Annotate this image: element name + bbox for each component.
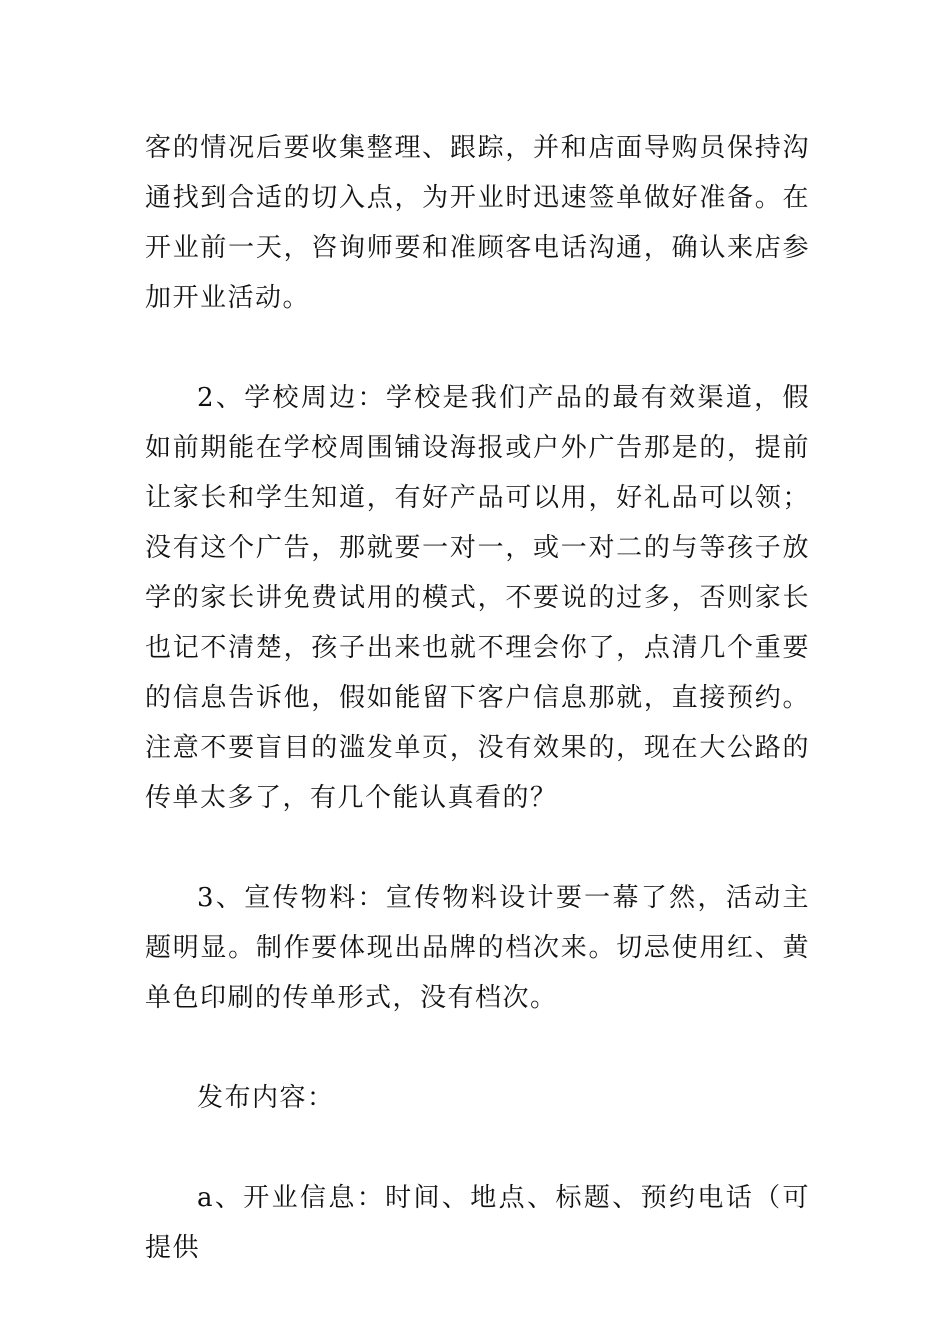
paragraph-publish-content-heading: 发布内容： <box>197 1083 335 1113</box>
paragraph-school-surroundings: 2、学校周边：学校是我们产品的最有效渠道，假如前期能在学校周围铺设海报或户外广告那是的，提前让家长和学生知道，有好产品可以用，好礼品可以领；没有这个广告，那就要一对一，或一对二的与等孩子放学的家长讲免费试用的模式，不要说的过多，否则家长也记不清楚，孩子出来也就不理会你了，点清几个重要的信息告诉他，假如能留下客户信息那就，直接预约。注意不要盲目的滥发单页，没有效果的，现在大公路的传单太多了，有几个能认真看的？ <box>145 383 810 813</box>
paragraph-promotional-materials: 3、宣传物料：宣传物料设计要一幕了然，活动主题明显。制作要体现出品牌的档次来。切忌使用红、黄单色印刷的传单形式，没有档次。 <box>145 883 810 1013</box>
document-body <box>145 123 810 1273</box>
paragraph-spacer <box>145 323 810 373</box>
paragraph-spacer <box>145 1123 810 1173</box>
paragraph-opening-info: a、开业信息：时间、地点、标题、预约电话（可提供 <box>145 1183 810 1263</box>
paragraph-spacer <box>145 1023 810 1073</box>
paragraph-customer-followup: 客的情况后要收集整理、跟踪，并和店面导购员保持沟通找到合适的切入点，为开业时迅速签单做好准备。在开业前一天，咨询师要和准顾客电话沟通，确认来店参加开业活动。 <box>145 133 810 313</box>
paragraph-spacer <box>145 823 810 873</box>
